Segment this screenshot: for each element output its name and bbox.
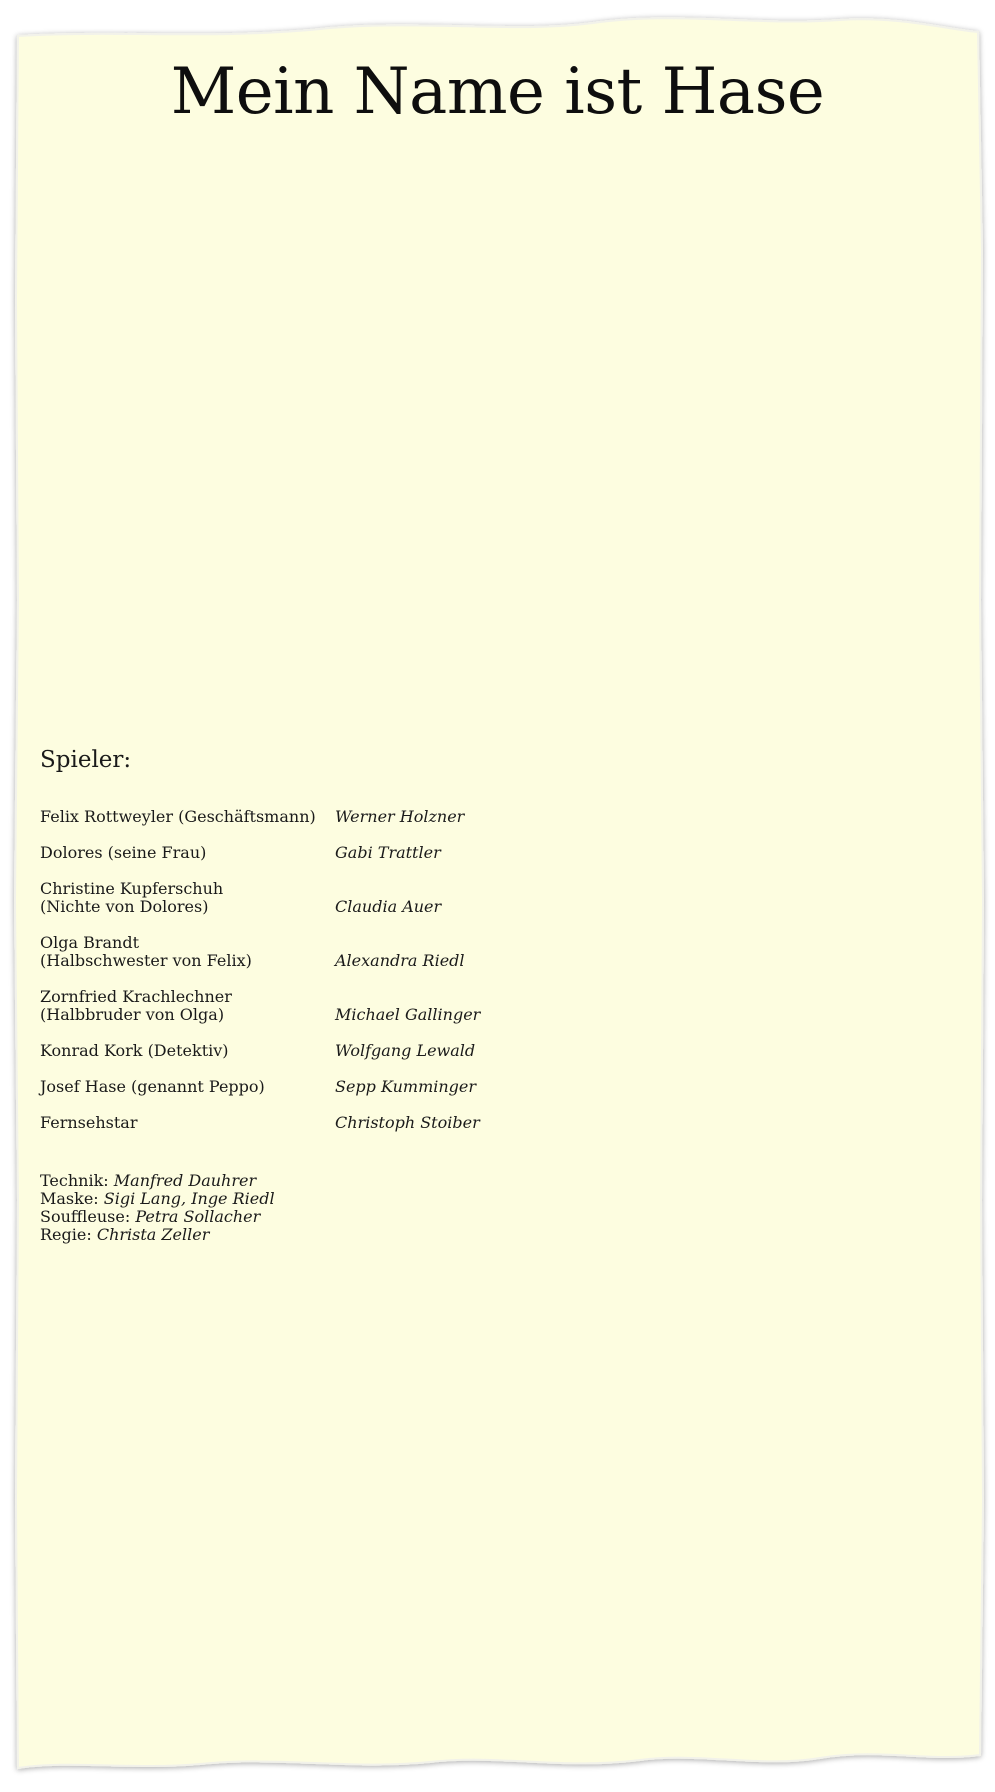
crew-line <box>40 1190 275 1208</box>
crew-name: Christa Zeller <box>96 1225 210 1244</box>
crew-name: Manfred Dauhrer <box>113 1171 257 1190</box>
role-line: Josef Hase (genannt Peppo) <box>40 1077 265 1096</box>
actor-name: Alexandra Riedl <box>335 951 465 970</box>
role-name <box>40 934 330 970</box>
crew-name: Petra Sollacher <box>135 1207 261 1226</box>
role-name <box>40 880 330 916</box>
actor-name: Gabi Trattler <box>335 843 441 862</box>
role-line: Olga Brandt <box>40 933 140 952</box>
role-name <box>40 808 330 826</box>
crew-name: Sigi Lang, Inge Riedl <box>103 1189 275 1208</box>
role-line: (Halbschwester von Felix) <box>40 951 252 970</box>
crew-label: Souffleuse: <box>40 1207 131 1226</box>
cast-row <box>40 1114 640 1132</box>
crew-label: Technik: <box>40 1171 109 1190</box>
role-line: Konrad Kork (Detektiv) <box>40 1041 229 1060</box>
cast-row <box>40 934 640 970</box>
role-line: (Nichte von Dolores) <box>40 897 209 916</box>
role-line: Felix Rottweyler (Geschäftsmann) <box>40 807 316 826</box>
cast-row <box>40 844 640 862</box>
cast-row <box>40 1078 640 1096</box>
players-heading: Spieler: <box>40 747 132 773</box>
crew-line <box>40 1208 275 1226</box>
crew-label: Maske: <box>40 1189 99 1208</box>
cast-list <box>40 808 640 1150</box>
actor-name: Wolfgang Lewald <box>335 1041 476 1060</box>
crew-label: Regie: <box>40 1225 92 1244</box>
role-line: Christine Kupferschuh <box>40 879 224 898</box>
actor-name: Christoph Stoiber <box>335 1113 480 1132</box>
role-line: Fernsehstar <box>40 1113 138 1132</box>
role-line: Dolores (seine Frau) <box>40 843 207 862</box>
crew-list <box>40 1172 275 1244</box>
crew-line <box>40 1226 275 1244</box>
actor-name: Claudia Auer <box>335 897 442 916</box>
role-name <box>40 1042 330 1060</box>
role-name <box>40 1078 330 1096</box>
role-line: Zornfried Krachlechner <box>40 987 232 1006</box>
actor-name: Sepp Kumminger <box>335 1077 477 1096</box>
role-name <box>40 988 330 1024</box>
actor-name: Werner Holzner <box>335 807 465 826</box>
crew-line <box>40 1172 275 1190</box>
role-name <box>40 1114 330 1132</box>
cast-row <box>40 808 640 826</box>
cast-row <box>40 1042 640 1060</box>
page-title: Mein Name ist Hase <box>170 55 825 129</box>
role-line: (Halbbruder von Olga) <box>40 1005 225 1024</box>
role-name <box>40 844 330 862</box>
cast-row <box>40 988 640 1024</box>
actor-name: Michael Gallinger <box>335 1005 481 1024</box>
cast-row <box>40 880 640 916</box>
